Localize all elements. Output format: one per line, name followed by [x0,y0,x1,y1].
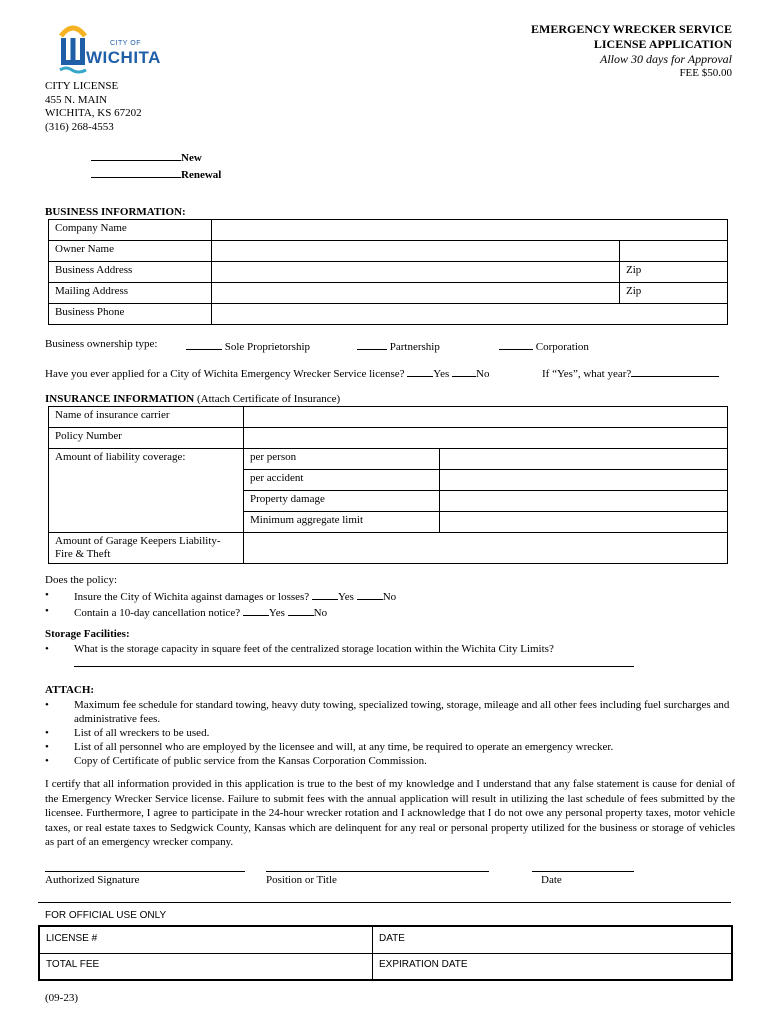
mailing-zip-field[interactable] [620,283,728,304]
insurance-heading-row [45,393,340,405]
q2-no-blank[interactable] [288,604,314,616]
insurance-heading: INSURANCE INFORMATION [45,393,195,405]
garage-line1: Amount of Garage Keepers Liability- [55,535,221,547]
business-zip-field[interactable] [620,262,728,283]
business-address-field[interactable] [212,262,620,283]
expiration-label: EXPIRATION DATE [379,959,468,970]
expiration-date-field[interactable] [373,954,733,981]
q1-yes-blank[interactable] [312,588,338,600]
applied-year-blank[interactable] [631,365,719,377]
license-number-field[interactable] [39,926,373,954]
total-fee-field[interactable] [39,954,373,981]
logo-big-text: WICHITA [86,48,161,67]
policy-intro: Does the policy: [45,574,118,586]
wichita-flag-icon [58,22,88,76]
garage-keepers-label [49,533,244,564]
office-address [45,80,142,134]
address-line: WICHITA, KS 67202 [45,107,142,119]
signature-label: Authorized Signature [45,874,140,886]
license-label: LICENSE # [46,933,98,944]
policy-questions [45,574,735,620]
partnership-blank[interactable] [357,338,387,350]
per-accident-field[interactable] [440,470,728,491]
business-address-label: Business Address [49,262,212,283]
approval-note: Allow 30 days for Approval [600,52,732,66]
new-blank[interactable] [91,148,181,161]
official-table [38,925,733,981]
policy-number-field[interactable] [244,428,728,449]
owner-name-field[interactable] [212,241,620,262]
policy-q1: • Insure the City of Wichita against damages or losses? Yes No [45,588,735,604]
garage-keepers-field[interactable] [244,533,728,564]
business-phone-label: Business Phone [49,304,212,325]
attach-item: • Copy of Certificate of public service from the Kansas Corporation Commission. [45,754,735,768]
property-damage-label: Property damage [244,491,440,512]
corporation-label: Corporation [535,341,589,353]
property-damage-field[interactable] [440,491,728,512]
attach-heading: ATTACH: [45,684,95,696]
business-table [48,219,728,325]
address-line: 455 N. MAIN [45,93,108,106]
corporation-blank[interactable] [499,338,533,350]
fee-text: FEE $50.00 [679,67,732,79]
applied-yes-blank[interactable] [407,365,433,377]
liability-label: Amount of liability coverage: [49,449,244,533]
per-person-label: per person [244,449,440,470]
official-date-field[interactable] [373,926,733,954]
mailing-address-label: Mailing Address [49,283,212,304]
mailing-address-field[interactable] [212,283,620,304]
position-line[interactable] [266,871,489,872]
sole-blank[interactable] [186,338,222,350]
header-block [412,22,732,79]
owner-name-label: Owner Name [49,241,212,262]
aggregate-field[interactable] [440,512,728,533]
garage-line2: Fire & Theft [55,548,111,560]
attach-section [45,684,735,768]
application-type [91,148,221,182]
title-line2: LICENSE APPLICATION [593,37,732,51]
address-line: (316) 268-4553 [45,120,114,133]
per-person-field[interactable] [440,449,728,470]
total-fee-label: TOTAL FEE [46,959,100,970]
applied-question: Have you ever applied for a City of Wichita Emergency Wrecker Service license? [45,368,405,380]
zip-label: Zip [626,264,642,276]
ownership-label: Business ownership type: [45,338,158,350]
partnership-label: Partnership [389,341,440,353]
certification-text: I certify that all information provided in this application is true to the best of my knowledge and I understand that any false statement is cause for denial of the Emergency Wrecker Service license. Failure to submit fees with the annual application will result in utilizing the last schedule of fees submitted by the licensee. Furthermore, I agree to participate in the 24-hour wrecker rotation and I acknowledge that I do not owe any personal property taxes, motor vehicle taxes, or real estate taxes to Sedgwick County, Kansas which are delinquent for any real or personal property utilized for the business or storage of vehicles as part of an emergency wrecker company. [45,778,735,848]
official-heading: FOR OFFICIAL USE ONLY [45,910,167,921]
q2-yes-blank[interactable] [243,604,269,616]
applied-no-blank[interactable] [452,365,476,377]
attach-item: • Maximum fee schedule for standard towing, heavy duty towing, specialized towing, storage, mileage and all other fees including fuel surcharges and administrative fees. [45,698,735,726]
insurance-table [48,406,728,564]
title-line1: EMERGENCY WRECKER SERVICE [531,22,732,36]
sole-label: Sole Proprietorship [224,341,310,353]
form-version: (09-23) [45,992,78,1004]
attach-item: • List of all wreckers to be used. [45,726,735,740]
official-date-label: DATE [379,933,405,944]
zip-label: Zip [626,285,642,297]
business-phone-field[interactable] [212,304,728,325]
new-label: New [181,152,202,164]
owner-name-extra[interactable] [620,241,728,262]
attach-item: • List of all personnel who are employed by the licensee and will, at any time, be required to operate an emergency wrecker. [45,740,735,754]
position-label: Position or Title [266,874,337,886]
applied-yes-label: Yes [433,368,450,380]
date-label: Date [541,874,562,886]
q1-no-blank[interactable] [357,588,383,600]
ownership-row [45,338,735,352]
official-top-rule [38,902,731,903]
policy-q2: • Contain a 10-day cancellation notice? Yes No [45,604,735,620]
date-line[interactable] [532,871,634,872]
applied-row [45,365,735,379]
carrier-field[interactable] [244,407,728,428]
aggregate-label: Minimum aggregate limit [244,512,440,533]
per-accident-label: per accident [244,470,440,491]
renewal-label: Renewal [181,169,222,181]
storage-heading: Storage Facilities: [45,628,130,640]
carrier-label: Name of insurance carrier [49,407,244,428]
insurance-note: (Attach Certificate of Insurance) [196,393,341,405]
applied-no-label: No [476,368,490,380]
city-logo [58,22,170,76]
address-line: CITY LICENSE [45,80,119,92]
company-name-label: Company Name [49,220,212,241]
storage-answer-line[interactable] [74,666,634,667]
logo-small-text: CITY OF [110,40,141,47]
business-heading: BUSINESS INFORMATION: [45,206,186,218]
storage-section [45,628,735,656]
company-name-field[interactable] [212,220,728,241]
policy-number-label: Policy Number [49,428,244,449]
renewal-blank[interactable] [91,165,181,178]
storage-question: • What is the storage capacity in square feet of the centralized storage location within the Wichita City Limits? [45,642,735,656]
applied-year-label: If “Yes”, what year? [542,368,632,380]
signature-line[interactable] [45,871,245,872]
